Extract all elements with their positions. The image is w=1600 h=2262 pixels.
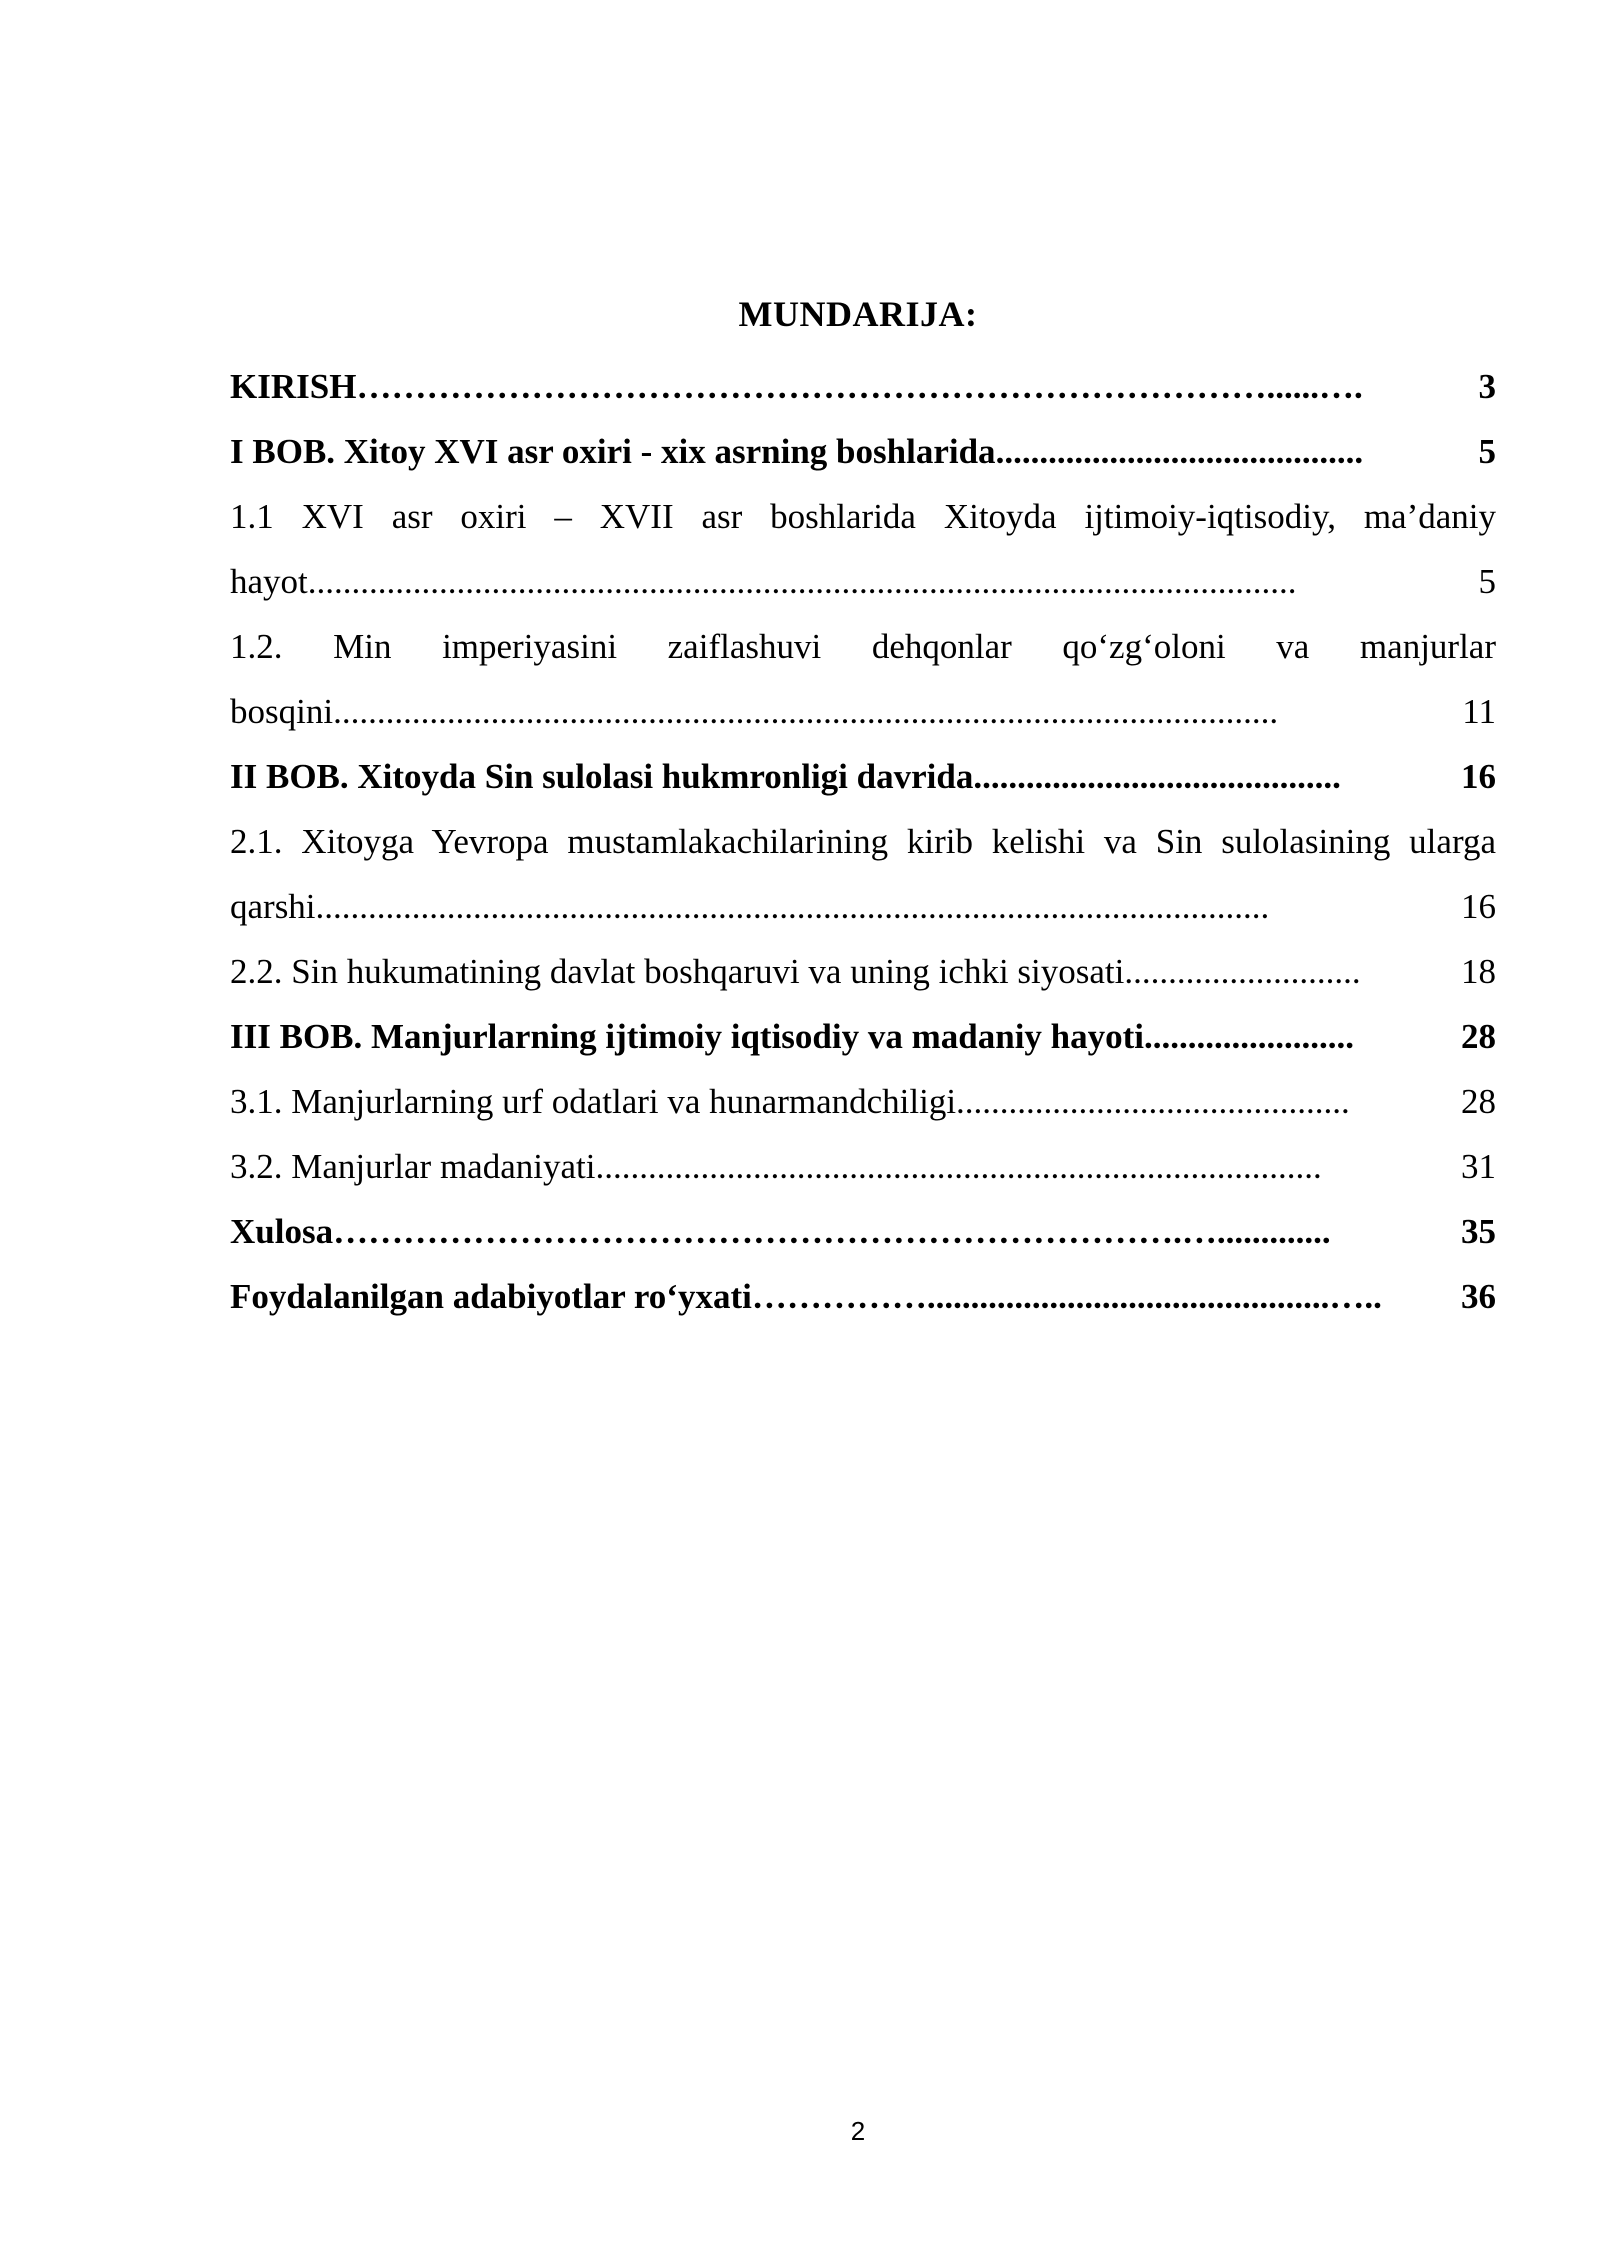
toc-entry-kirish bbox=[230, 354, 1496, 419]
toc-entry-2-1-line1: 2.1. Xitoyga Yevropa mustamlakachilarining kirib kelishi va Sin sulolasining ularga bbox=[230, 822, 1496, 861]
toc-entry-text: I BOB. Xitoy XVI asr oxiri - xix asrning boshlarida bbox=[230, 432, 996, 471]
toc-entry-text: Xulosa bbox=[230, 1212, 334, 1251]
toc-entry-text: bosqini bbox=[230, 692, 334, 731]
toc-entry-page: 28 bbox=[1461, 1082, 1496, 1121]
toc-entry-1-1-line2 bbox=[230, 549, 1496, 614]
toc-entry-3-2 bbox=[230, 1134, 1496, 1199]
toc-entry-page: 5 bbox=[1478, 432, 1496, 471]
toc-entry-dots: ……………..............................................….. bbox=[751, 1277, 1382, 1316]
toc-entry-text: III BOB. Manjurlarning ijtimoiy iqtisodiy va madaniy hayoti bbox=[230, 1017, 1145, 1056]
toc-entry-page: 18 bbox=[1461, 952, 1496, 991]
toc-entry-chapter-2 bbox=[230, 744, 1496, 809]
toc-entry-text: 3.2. Manjurlar madaniyati bbox=[230, 1147, 596, 1186]
toc-entry-references bbox=[230, 1264, 1496, 1329]
toc-entry-1-1-line1: 1.1 XVI asr oxiri – XVII asr boshlarida Xitoyda ijtimoiy-iqtisodiy, ma’daniy bbox=[230, 497, 1496, 536]
toc-entry-text: Foydalanilgan adabiyotlar ro‘yxati bbox=[230, 1277, 752, 1316]
page-title: MUNDARIJA: bbox=[738, 294, 978, 334]
toc-entry-page: 31 bbox=[1461, 1147, 1496, 1186]
toc-entry-chapter-3 bbox=[230, 1004, 1496, 1069]
toc-entry-text: 3.1. Manjurlarning urf odatlari va hunarmandchiligi bbox=[230, 1082, 957, 1121]
toc-entry-dots: ……………………………………………………………….…............. bbox=[333, 1212, 1331, 1251]
toc-entry-dots: ................................................................................... bbox=[595, 1147, 1322, 1186]
toc-entry-page: 16 bbox=[1461, 757, 1496, 796]
toc-entry-text: 2.2. Sin hukumatining davlat boshqaruvi va uning ichki siyosati bbox=[230, 952, 1125, 991]
toc-entry-page: 36 bbox=[1461, 1277, 1496, 1316]
toc-entry-dots: ............................................. bbox=[956, 1082, 1350, 1121]
toc-entry-1-2-line1: 1.2. Min imperiyasini zaiflashuvi dehqonlar qo‘zg‘oloni va manjurlar bbox=[230, 627, 1496, 666]
toc-entry-dots: ........................... bbox=[1124, 952, 1361, 991]
toc-entry-chapter-1 bbox=[230, 419, 1496, 484]
toc-entry-text: qarshi bbox=[230, 887, 316, 926]
toc-entry-dots: ........................ bbox=[1144, 1017, 1355, 1056]
toc-entry-text: hayot bbox=[230, 562, 308, 601]
toc-entry-xulosa bbox=[230, 1199, 1496, 1264]
toc-entry-dots: ............................................................................................................ bbox=[333, 692, 1279, 731]
toc-entry-2-2 bbox=[230, 939, 1496, 1004]
toc-entry-dots: ............................................................................................................. bbox=[315, 887, 1270, 926]
toc-entry-text: II BOB. Xitoyda Sin sulolasi hukmronligi davrida bbox=[230, 757, 974, 796]
toc-entry-page: 35 bbox=[1461, 1212, 1496, 1251]
table-of-contents bbox=[230, 354, 1496, 1329]
toc-entry-1-2-line2 bbox=[230, 679, 1496, 744]
toc-entry-page: 3 bbox=[1478, 367, 1496, 406]
toc-entry-3-1 bbox=[230, 1069, 1496, 1134]
toc-entry-page: 28 bbox=[1461, 1017, 1496, 1056]
toc-entry-page: 16 bbox=[1461, 887, 1496, 926]
toc-entry-dots: ................................................................................................................. bbox=[307, 562, 1297, 601]
toc-entry-dots: .......................................... bbox=[973, 757, 1341, 796]
toc-entry-dots: ……………………………………………………………………......…. bbox=[356, 367, 1363, 406]
toc-entry-2-1-line2 bbox=[230, 874, 1496, 939]
toc-entry-text: KIRISH bbox=[230, 367, 357, 406]
page-number: 2 bbox=[850, 2116, 866, 2146]
toc-entry-page: 11 bbox=[1462, 692, 1496, 731]
toc-entry-page: 5 bbox=[1478, 562, 1496, 601]
toc-entry-dots: .......................................... bbox=[995, 432, 1364, 471]
